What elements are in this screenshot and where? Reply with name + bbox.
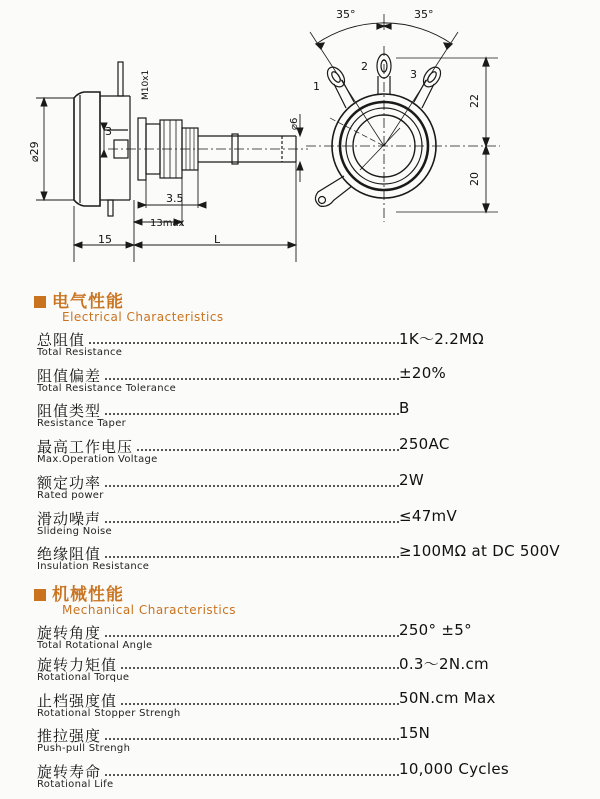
spec-value: 50N.cm Max (399, 689, 496, 707)
spec-value: ≤47mV (399, 507, 458, 525)
dim-6-label: ⌀6 (289, 117, 300, 130)
spec-label-zh: 额定功率 (37, 474, 102, 492)
electrical-title-en: Electrical Characteristics (62, 310, 224, 324)
spec-value: ≥100MΩ at DC 500V (399, 542, 560, 560)
spec-row-sliding-noise (37, 508, 592, 544)
terminal-1-label: 1 (313, 80, 320, 93)
spec-label-en: Total Resistance Tolerance (37, 383, 177, 394)
terminal-2-label: 2 (361, 60, 368, 73)
spec-row-push-pull-strength (37, 725, 592, 761)
mechanical-title-zh: 机械性能 (52, 585, 124, 605)
spec-label-en: Total Resistance (37, 347, 123, 358)
spec-row-tolerance (37, 365, 592, 401)
spec-label-zh: 旋转角度 (37, 624, 102, 642)
spec-label-en: Rotational Torque (37, 672, 130, 683)
thread-label: M10x1 (141, 69, 151, 100)
spec-label-zh: 止档强度值 (37, 692, 118, 710)
dim-L-label: L (214, 233, 221, 246)
spec-label-zh: 阻值类型 (37, 402, 102, 420)
spec-label-zh: 绝缘阻值 (37, 545, 102, 563)
spec-label-zh: 滑动噪声 (37, 510, 102, 528)
spec-value: ±20% (399, 364, 447, 382)
dim-3-label: 3 (105, 125, 112, 138)
spec-label-zh: 旋转寿命 (37, 763, 102, 781)
spec-label-en: Resistance Taper (37, 418, 127, 429)
side-view (74, 62, 308, 216)
electrical-section-header (34, 287, 224, 324)
spec-row-stopper-strength (37, 690, 592, 726)
spec-label-en: Slideing Noise (37, 526, 112, 537)
spec-value: 250° ±5° (399, 621, 472, 639)
spec-value: 1K～2.2MΩ (399, 330, 485, 348)
spec-row-rotational-torque (37, 654, 592, 690)
spec-label-en: Max.Operation Voltage (37, 454, 158, 465)
dim-29-label: ⌀29 (28, 141, 41, 162)
spec-value: B (399, 399, 410, 417)
dimension-drawing (0, 0, 600, 265)
spec-label-zh: 最高工作电压 (37, 438, 134, 456)
mechanical-section-header (34, 580, 236, 617)
spec-label-en: Total Rotational Angle (37, 640, 153, 651)
spec-label-en: Rotational Stopper Strengh (37, 708, 181, 719)
angle-right-label: 35° (414, 8, 434, 21)
mechanical-title-en: Mechanical Characteristics (62, 603, 237, 617)
angle-left-label: 35° (336, 8, 356, 21)
spec-label-en: Insulation Resistance (37, 561, 150, 572)
spec-row-rotational-angle (37, 622, 592, 658)
spec-row-rotational-life (37, 761, 592, 797)
spec-row-rated-power (37, 472, 592, 508)
spec-row-taper (37, 400, 592, 436)
section-square-icon (34, 296, 46, 308)
spec-label-zh: 阻值偏差 (37, 367, 102, 385)
spec-row-total-resistance (37, 329, 592, 365)
dim-22-label: 22 (468, 94, 481, 108)
dim-15-label: 15 (98, 233, 112, 246)
terminal-3-label: 3 (410, 68, 417, 81)
front-view (306, 14, 500, 222)
spec-row-insulation (37, 543, 592, 579)
section-square-icon (34, 589, 46, 601)
spec-value: 250AC (399, 435, 450, 453)
spec-label-en: Push-pull Strengh (37, 743, 131, 754)
spec-label-zh: 旋转力矩值 (37, 656, 118, 674)
spec-label-en: Rotational Life (37, 779, 114, 790)
electrical-title-zh: 电气性能 (52, 292, 124, 312)
spec-value: 10,000 Cycles (399, 760, 509, 778)
spec-row-max-voltage (37, 436, 592, 472)
spec-value: 15N (399, 724, 431, 742)
spec-label-en: Rated power (37, 490, 104, 501)
dim-13max-label: 13max (150, 218, 185, 229)
spec-value: 2W (399, 471, 424, 489)
dim-20-label: 20 (468, 172, 481, 186)
spec-value: 0.3～2N.cm (399, 655, 489, 673)
spec-label-zh: 总阻值 (37, 331, 86, 349)
dim-3-5-label: 3.5 (166, 192, 184, 205)
spec-label-zh: 推拉强度 (37, 727, 102, 745)
